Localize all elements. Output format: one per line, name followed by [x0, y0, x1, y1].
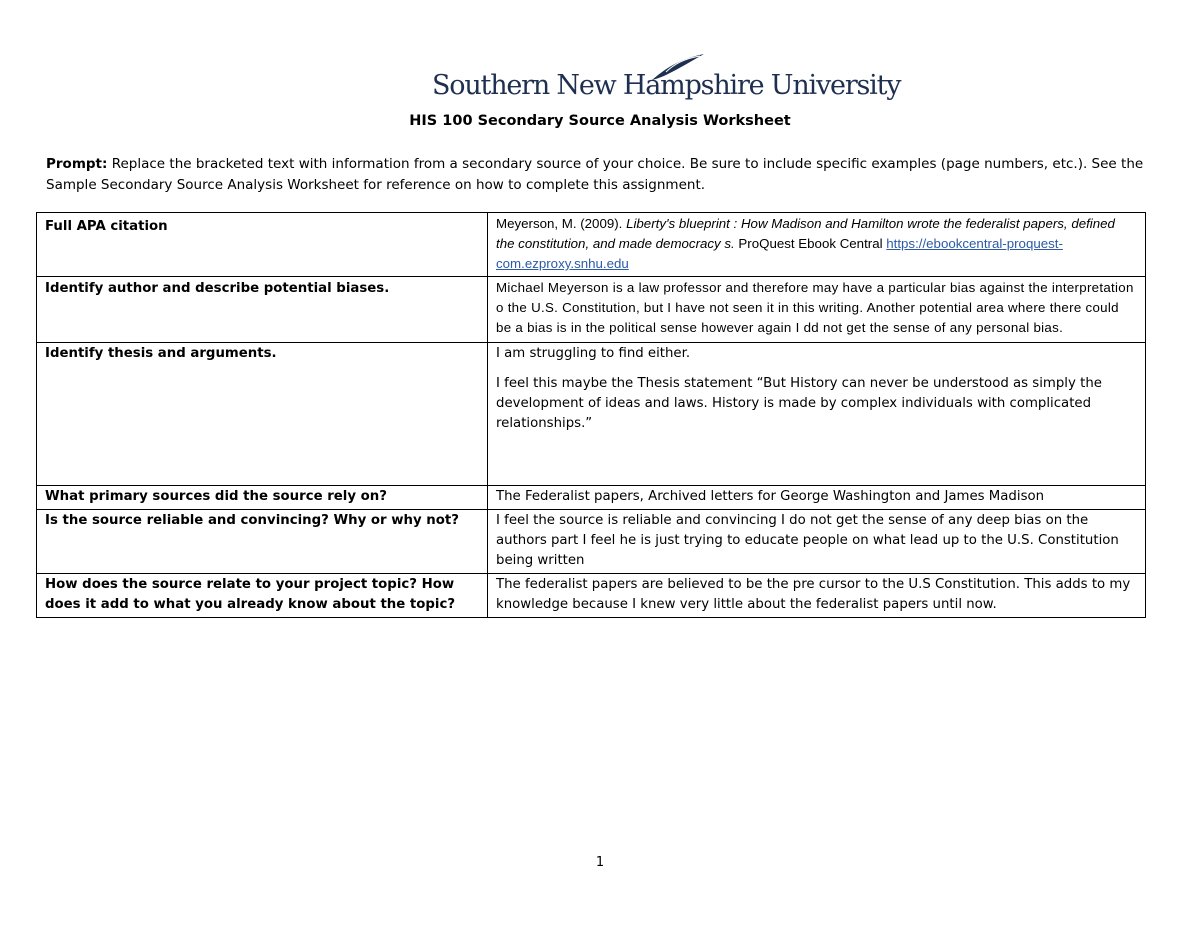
table-row [37, 343, 1146, 486]
logo-wordmark: Southern New Hampshire University [432, 70, 901, 101]
primary-sources-cell: The Federalist papers, Archived letters for George Washington and James Madison [488, 486, 1146, 510]
table-row [37, 574, 1146, 618]
prompt-paragraph [46, 154, 1146, 196]
citation-publisher: ProQuest Ebook Central [734, 236, 887, 251]
author-bias-cell: Michael Meyerson is a law professor and therefore may have a particular bias against the interpretation o the U.S. Constitution, but I have not seen it in this writing. Another potential area where there could be a bias is in the political sense however again I dd not get the sense of any personal bias. [488, 277, 1146, 343]
thesis-line-1: I am struggling to find either. [496, 346, 691, 361]
worksheet-table [36, 212, 1146, 618]
table-row [37, 486, 1146, 510]
citation-title: Liberty's blueprint : How Madison and Hamilton wrote the federalist papers, defined the constitution, and made democracy s. [496, 216, 1115, 251]
row-label: Identify thesis and arguments. [37, 343, 488, 486]
citation-author: Meyerson, M. (2009). [496, 216, 627, 231]
row-label: Full APA citation [37, 213, 488, 277]
citation-link[interactable]: https://ebookcentral-proquest-com.ezproxy.snhu.edu [496, 236, 1063, 271]
reliability-cell: I feel the source is reliable and convincing I do not get the sense of any deep bias on the authors part I feel he is just trying to educate people on what lead up to the U.S. Constitution being written [488, 510, 1146, 574]
table-row [37, 213, 1146, 277]
worksheet-title: HIS 100 Secondary Source Analysis Worksheet [409, 113, 791, 129]
relation-cell: The federalist papers are believed to be the pre cursor to the U.S Constitution. This adds to my knowledge because I knew very little about the federalist papers until now. [488, 574, 1146, 618]
row-label: How does the source relate to your project topic? How does it add to what you already know about the topic? [37, 574, 488, 618]
citation-cell [488, 213, 1146, 277]
university-logo [432, 52, 901, 108]
page-number: 1 [595, 855, 605, 870]
thesis-cell [488, 343, 1146, 486]
thesis-line-2: I feel this maybe the Thesis statement “But History can never be understood as simply the development of ideas and laws. History is made by complex individuals with complicated relationships.” [496, 376, 1102, 431]
row-label: What primary sources did the source rely on? [37, 486, 488, 510]
prompt-label: Prompt: [46, 156, 108, 172]
paragraph-gap [496, 364, 1137, 374]
table-row [37, 510, 1146, 574]
row-label: Identify author and describe potential biases. [37, 277, 488, 343]
prompt-text: Replace the bracketed text with information from a secondary source of your choice. Be sure to include specific examples (page numbers, etc.). See the Sample Secondary Source Analysis Worksheet for reference on how to complete this assignment. [46, 156, 1144, 193]
table-row [37, 277, 1146, 343]
row-label: Is the source reliable and convincing? Why or why not? [37, 510, 488, 574]
